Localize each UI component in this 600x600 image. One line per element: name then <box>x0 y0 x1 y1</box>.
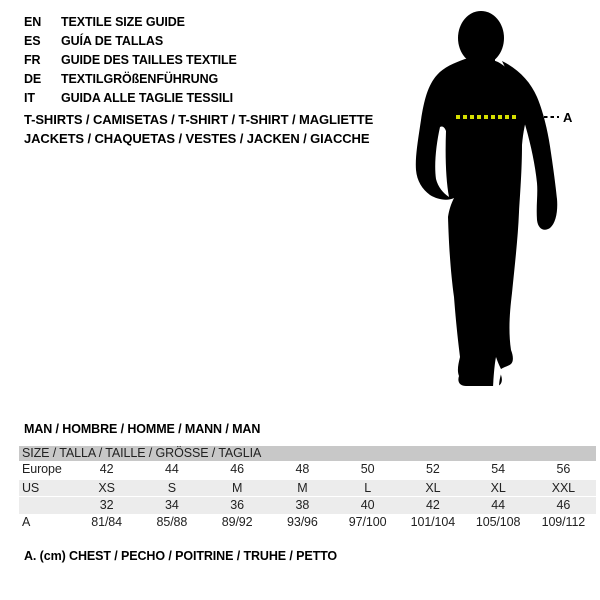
size-cell: 93/96 <box>286 514 318 529</box>
size-cell: XXL <box>551 480 576 495</box>
language-code: IT <box>24 91 35 105</box>
row-label <box>19 497 74 514</box>
language-row <box>24 32 237 51</box>
size-cell: 48 <box>295 462 310 476</box>
size-cell: 52 <box>426 462 440 476</box>
size-table-body <box>19 461 596 531</box>
measurement-footnote: A. (cm) CHEST / PECHO / POITRINE / TRUHE / PETTO <box>24 549 338 563</box>
category-tshirts: T-SHIRTS / CAMISETAS / T-SHIRT / T-SHIRT / MAGLIETTE <box>24 112 374 127</box>
size-cell: 105/108 <box>475 514 521 529</box>
category-jackets: JACKETS / CHAQUETAS / VESTES / JACKEN / GIACCHE <box>24 131 370 146</box>
size-cell: 40 <box>360 498 375 512</box>
size-cell: 81/84 <box>91 514 123 529</box>
table-row <box>19 496 596 514</box>
size-cell: XL <box>490 480 506 495</box>
table-row <box>19 514 596 532</box>
gender-heading: MAN / HOMBRE / HOMME / MANN / MAN <box>24 422 261 436</box>
table-row <box>19 479 596 497</box>
size-cell: S <box>167 480 176 495</box>
size-cell: 42 <box>99 462 114 476</box>
size-cell: 85/88 <box>156 514 188 529</box>
language-label: TEXTILE SIZE GUIDE <box>61 15 185 29</box>
language-code: EN <box>24 15 42 29</box>
language-code: FR <box>24 53 41 67</box>
language-code: ES <box>24 34 41 48</box>
row-label: US <box>22 480 40 495</box>
language-label: GUIDA ALLE TAGLIE TESSILI <box>61 91 234 105</box>
size-cell: XL <box>425 480 441 495</box>
language-label: GUÍA DE TALLAS <box>61 34 164 48</box>
size-cell: 89/92 <box>221 514 253 529</box>
size-cell: M <box>231 480 243 495</box>
size-table <box>19 446 596 531</box>
language-row <box>24 51 237 70</box>
size-cell: 46 <box>230 462 244 476</box>
size-cell: 38 <box>295 498 310 512</box>
row-label: Europe <box>22 462 62 476</box>
language-list <box>24 13 237 108</box>
row-label: A <box>22 514 31 529</box>
language-label: GUIDE DES TAILLES TEXTILE <box>61 53 237 67</box>
size-cell: 32 <box>99 498 114 512</box>
size-cell: L <box>364 480 372 495</box>
size-cell: 54 <box>491 462 505 476</box>
size-cell: M <box>297 480 308 495</box>
size-cell: 44 <box>491 498 505 512</box>
table-row <box>19 461 596 479</box>
size-cell: XS <box>98 480 115 495</box>
language-row <box>24 89 237 108</box>
language-label: TEXTILGRÖßENFÜHRUNG <box>61 72 219 86</box>
language-row <box>24 70 237 89</box>
size-cell: 44 <box>165 462 179 476</box>
man-silhouette-figure <box>410 5 600 405</box>
size-cell: 101/104 <box>410 514 456 529</box>
size-cell: 97/100 <box>348 514 387 529</box>
size-cell: 50 <box>360 462 375 476</box>
size-cell: 42 <box>426 498 440 512</box>
size-table-header: SIZE / TALLA / TAILLE / GRÖSSE / TAGLIA <box>19 446 596 461</box>
size-cell: 46 <box>556 498 571 512</box>
size-cell: 109/112 <box>541 514 586 529</box>
language-row <box>24 13 237 32</box>
size-cell: 34 <box>165 498 179 512</box>
size-cell: 56 <box>556 462 571 476</box>
category-list <box>24 110 373 148</box>
measure-label-a: A <box>563 110 573 125</box>
silhouette-body <box>416 58 529 386</box>
language-code: DE <box>24 72 42 86</box>
size-cell: 36 <box>230 498 244 512</box>
